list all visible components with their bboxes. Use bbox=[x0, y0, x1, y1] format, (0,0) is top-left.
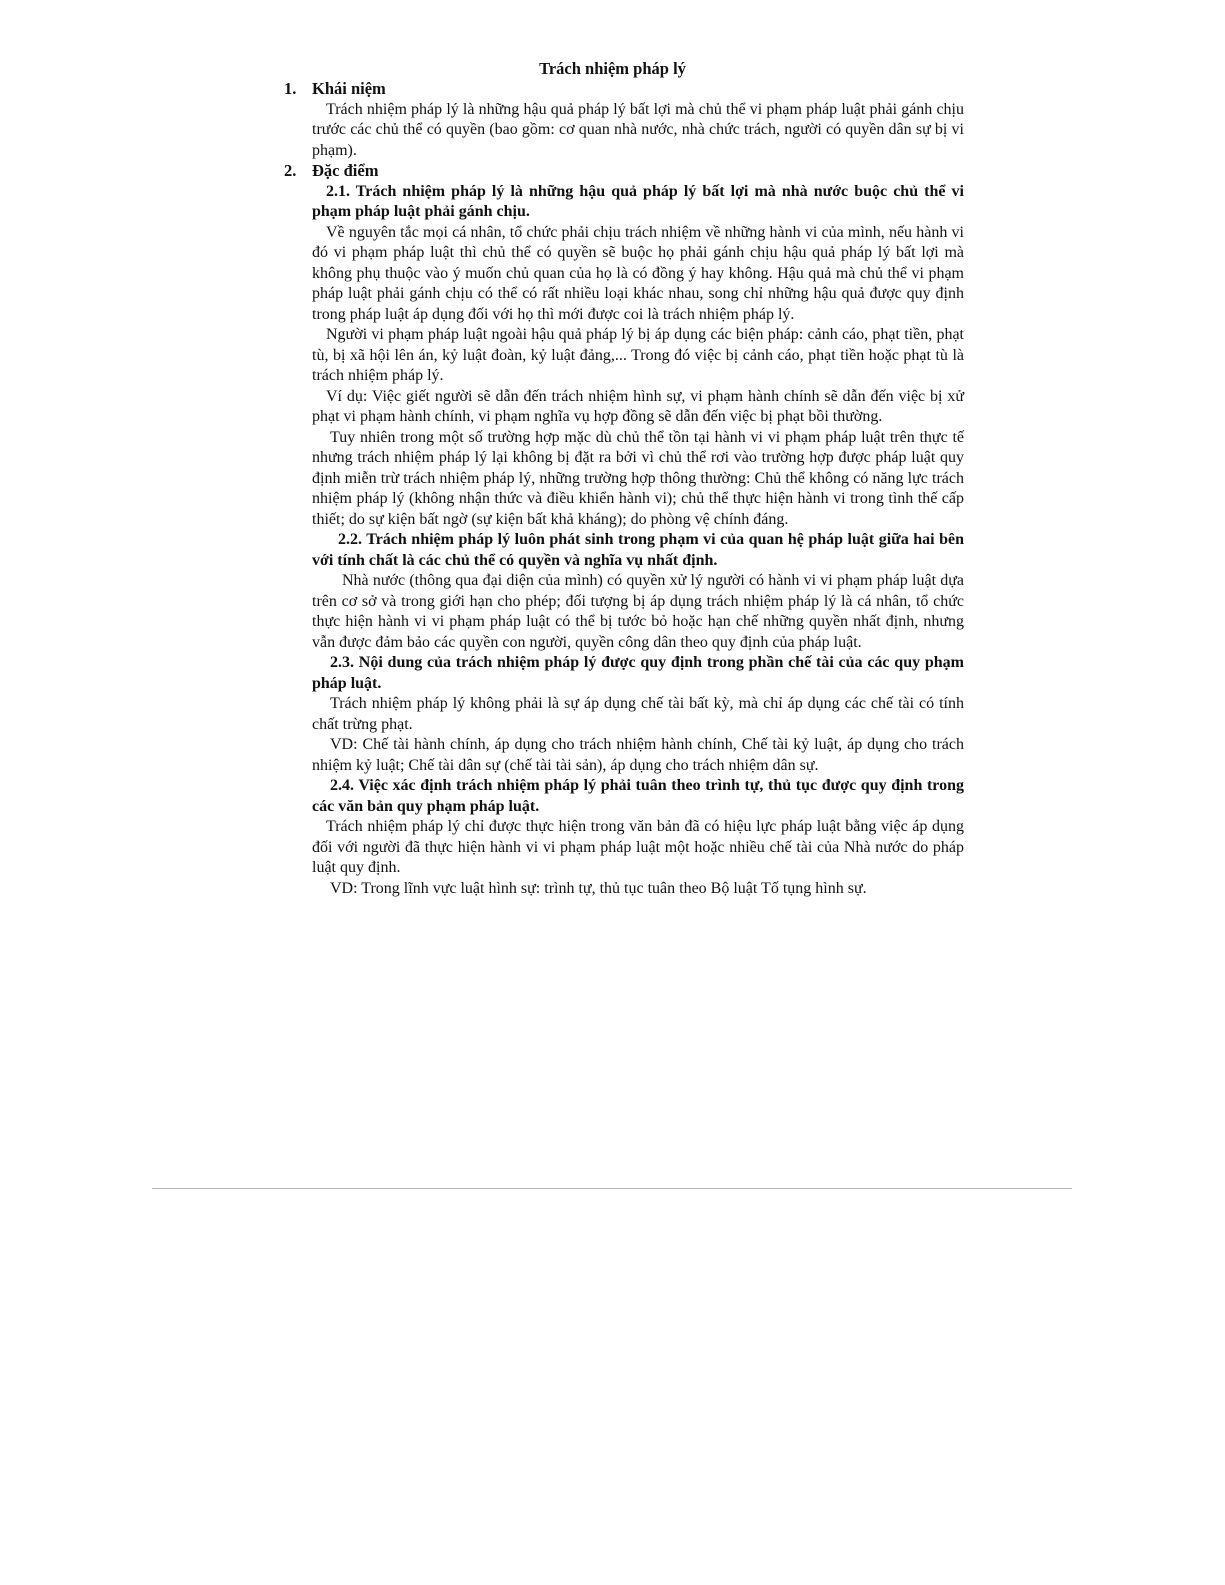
subsection-2-4-heading: 2.4. Việc xác định trách nhiệm pháp lý phải tuân theo trình tự, thủ tục được quy định trong các văn bản quy phạm pháp luật. bbox=[312, 777, 964, 815]
subsection-2-1-paragraph: Người vi phạm pháp luật ngoài hậu quả pháp lý bị áp dụng các biện pháp: cảnh cáo, phạt tiền, phạt tù, bị xã hội lên án, kỷ luật đoàn, kỷ luật đảng,... Trong đó việc bị cảnh cáo, phạt tiền hoặc phạt tù là trách nhiệm pháp lý. bbox=[312, 326, 964, 384]
subsection-2-2-heading: 2.2. Trách nhiệm pháp lý luôn phát sinh trong phạm vi của quan hệ pháp luật giữa hai bên với tính chất là các chủ thể có quyền và nghĩa vụ nhất định. bbox=[312, 531, 964, 569]
subsection-2-1-paragraph: Tuy nhiên trong một số trường hợp mặc dù chủ thể tồn tại hành vi vi phạm pháp luật trên thực tế nhưng trách nhiệm pháp lý lại không bị đặt ra bởi vì chủ thể rơi vào trường hợp được pháp luật quy định miễn trừ trách nhiệm pháp lý, những trường hợp thông thường: Chủ thể không có năng lực trách nhiệm pháp lý (không nhận thức và điều khiển hành vi); chủ thể thực hiện hành vi trong tình thế cấp thiết; do sự kiện bất ngờ (sự kiện bất khả kháng); do phòng vệ chính đáng. bbox=[312, 428, 964, 528]
page-divider-line bbox=[152, 1188, 1072, 1189]
document-title: Trách nhiệm pháp lý bbox=[539, 59, 686, 78]
subsection-2-4-example: VD: Trong lĩnh vực luật hình sự: trình tự, thủ tục tuân theo Bộ luật Tố tụng hình sự. bbox=[330, 879, 867, 897]
subsection-2-1-example: Ví dụ: Việc giết người sẽ dẫn đến trách nhiệm hình sự, vi phạm hành chính sẽ dẫn đến việc bị xử phạt vi phạm hành chính, vi phạm nghĩa vụ hợp đồng sẽ dẫn đến việc bị phạt bồi thường. bbox=[312, 387, 964, 425]
section-1-number: 1. bbox=[284, 79, 297, 98]
subsection-2-3-heading: 2.3. Nội dung của trách nhiệm pháp lý được quy định trong phần chế tài của các quy phạm pháp luật. bbox=[312, 654, 964, 692]
subsection-2-4-paragraph: Trách nhiệm pháp lý chỉ được thực hiện trong văn bản đã có hiệu lực pháp luật bằng việc áp dụng đối với người đã thực hiện hành vi vi phạm pháp luật một hoặc nhiều chế tài của Nhà nước do pháp luật quy định. bbox=[312, 818, 964, 876]
section-1-title: Khái niệm bbox=[312, 79, 386, 98]
subsection-2-1-heading: 2.1. Trách nhiệm pháp lý là những hậu quả pháp lý bất lợi mà nhà nước buộc chủ thể vi phạm pháp luật phải gánh chịu. bbox=[312, 182, 964, 220]
section-2-heading bbox=[284, 161, 964, 182]
section-2-body bbox=[312, 182, 964, 900]
document-content bbox=[284, 79, 964, 899]
section-2-title: Đặc điểm bbox=[312, 161, 379, 180]
section-2-number: 2. bbox=[284, 161, 297, 180]
subsection-2-2-paragraph: Nhà nước (thông qua đại diện của mình) có quyền xử lý người có hành vi vi phạm pháp luật dựa trên cơ sở và trong giới hạn cho phép; đối tượng bị áp dụng trách nhiệm pháp lý là cá nhân, tổ chức thực hiện hành vi vi phạm pháp luật có thể bị tước bỏ hoặc hạn chế những quyền nhất định, nhưng vẫn được đảm bảo các quyền con người, quyền công dân theo quy định của pháp luật. bbox=[312, 572, 964, 651]
section-1-heading bbox=[284, 79, 964, 100]
section-1-body bbox=[312, 100, 964, 162]
subsection-2-1-paragraph: Về nguyên tắc mọi cá nhân, tổ chức phải chịu trách nhiệm về những hành vi của mình, nếu hành vi đó vi phạm pháp luật thì chủ thể có quyền sẽ buộc họ phải gánh chịu hậu quả pháp lý bất lợi mà không phụ thuộc vào ý muốn chủ quan của họ là có đồng ý hay không. Hậu quả mà chủ thể vi phạm pháp luật phải gánh chịu có thể có rất nhiều loại khác nhau, song chỉ những hậu quả được quy định trong pháp luật áp dụng đối với họ thì mới được coi là trách nhiệm pháp lý. bbox=[312, 223, 964, 323]
subsection-2-3-paragraph: Trách nhiệm pháp lý không phải là sự áp dụng chế tài bất kỳ, mà chỉ áp dụng các chế tài có tính chất trừng phạt. bbox=[312, 695, 964, 733]
subsection-2-3-example: VD: Chế tài hành chính, áp dụng cho trách nhiệm hành chính, Chế tài kỷ luật, áp dụng cho trách nhiệm kỷ luật; Chế tài dân sự (chế tài tài sản), áp dụng cho trách nhiệm dân sự. bbox=[312, 736, 964, 774]
section-1-paragraph: Trách nhiệm pháp lý là những hậu quả pháp lý bất lợi mà chủ thể vi phạm pháp luật phải gánh chịu trước các chủ thể có quyền (bao gồm: cơ quan nhà nước, nhà chức trách, người có quyền dân sự bị vi phạm). bbox=[312, 100, 964, 159]
